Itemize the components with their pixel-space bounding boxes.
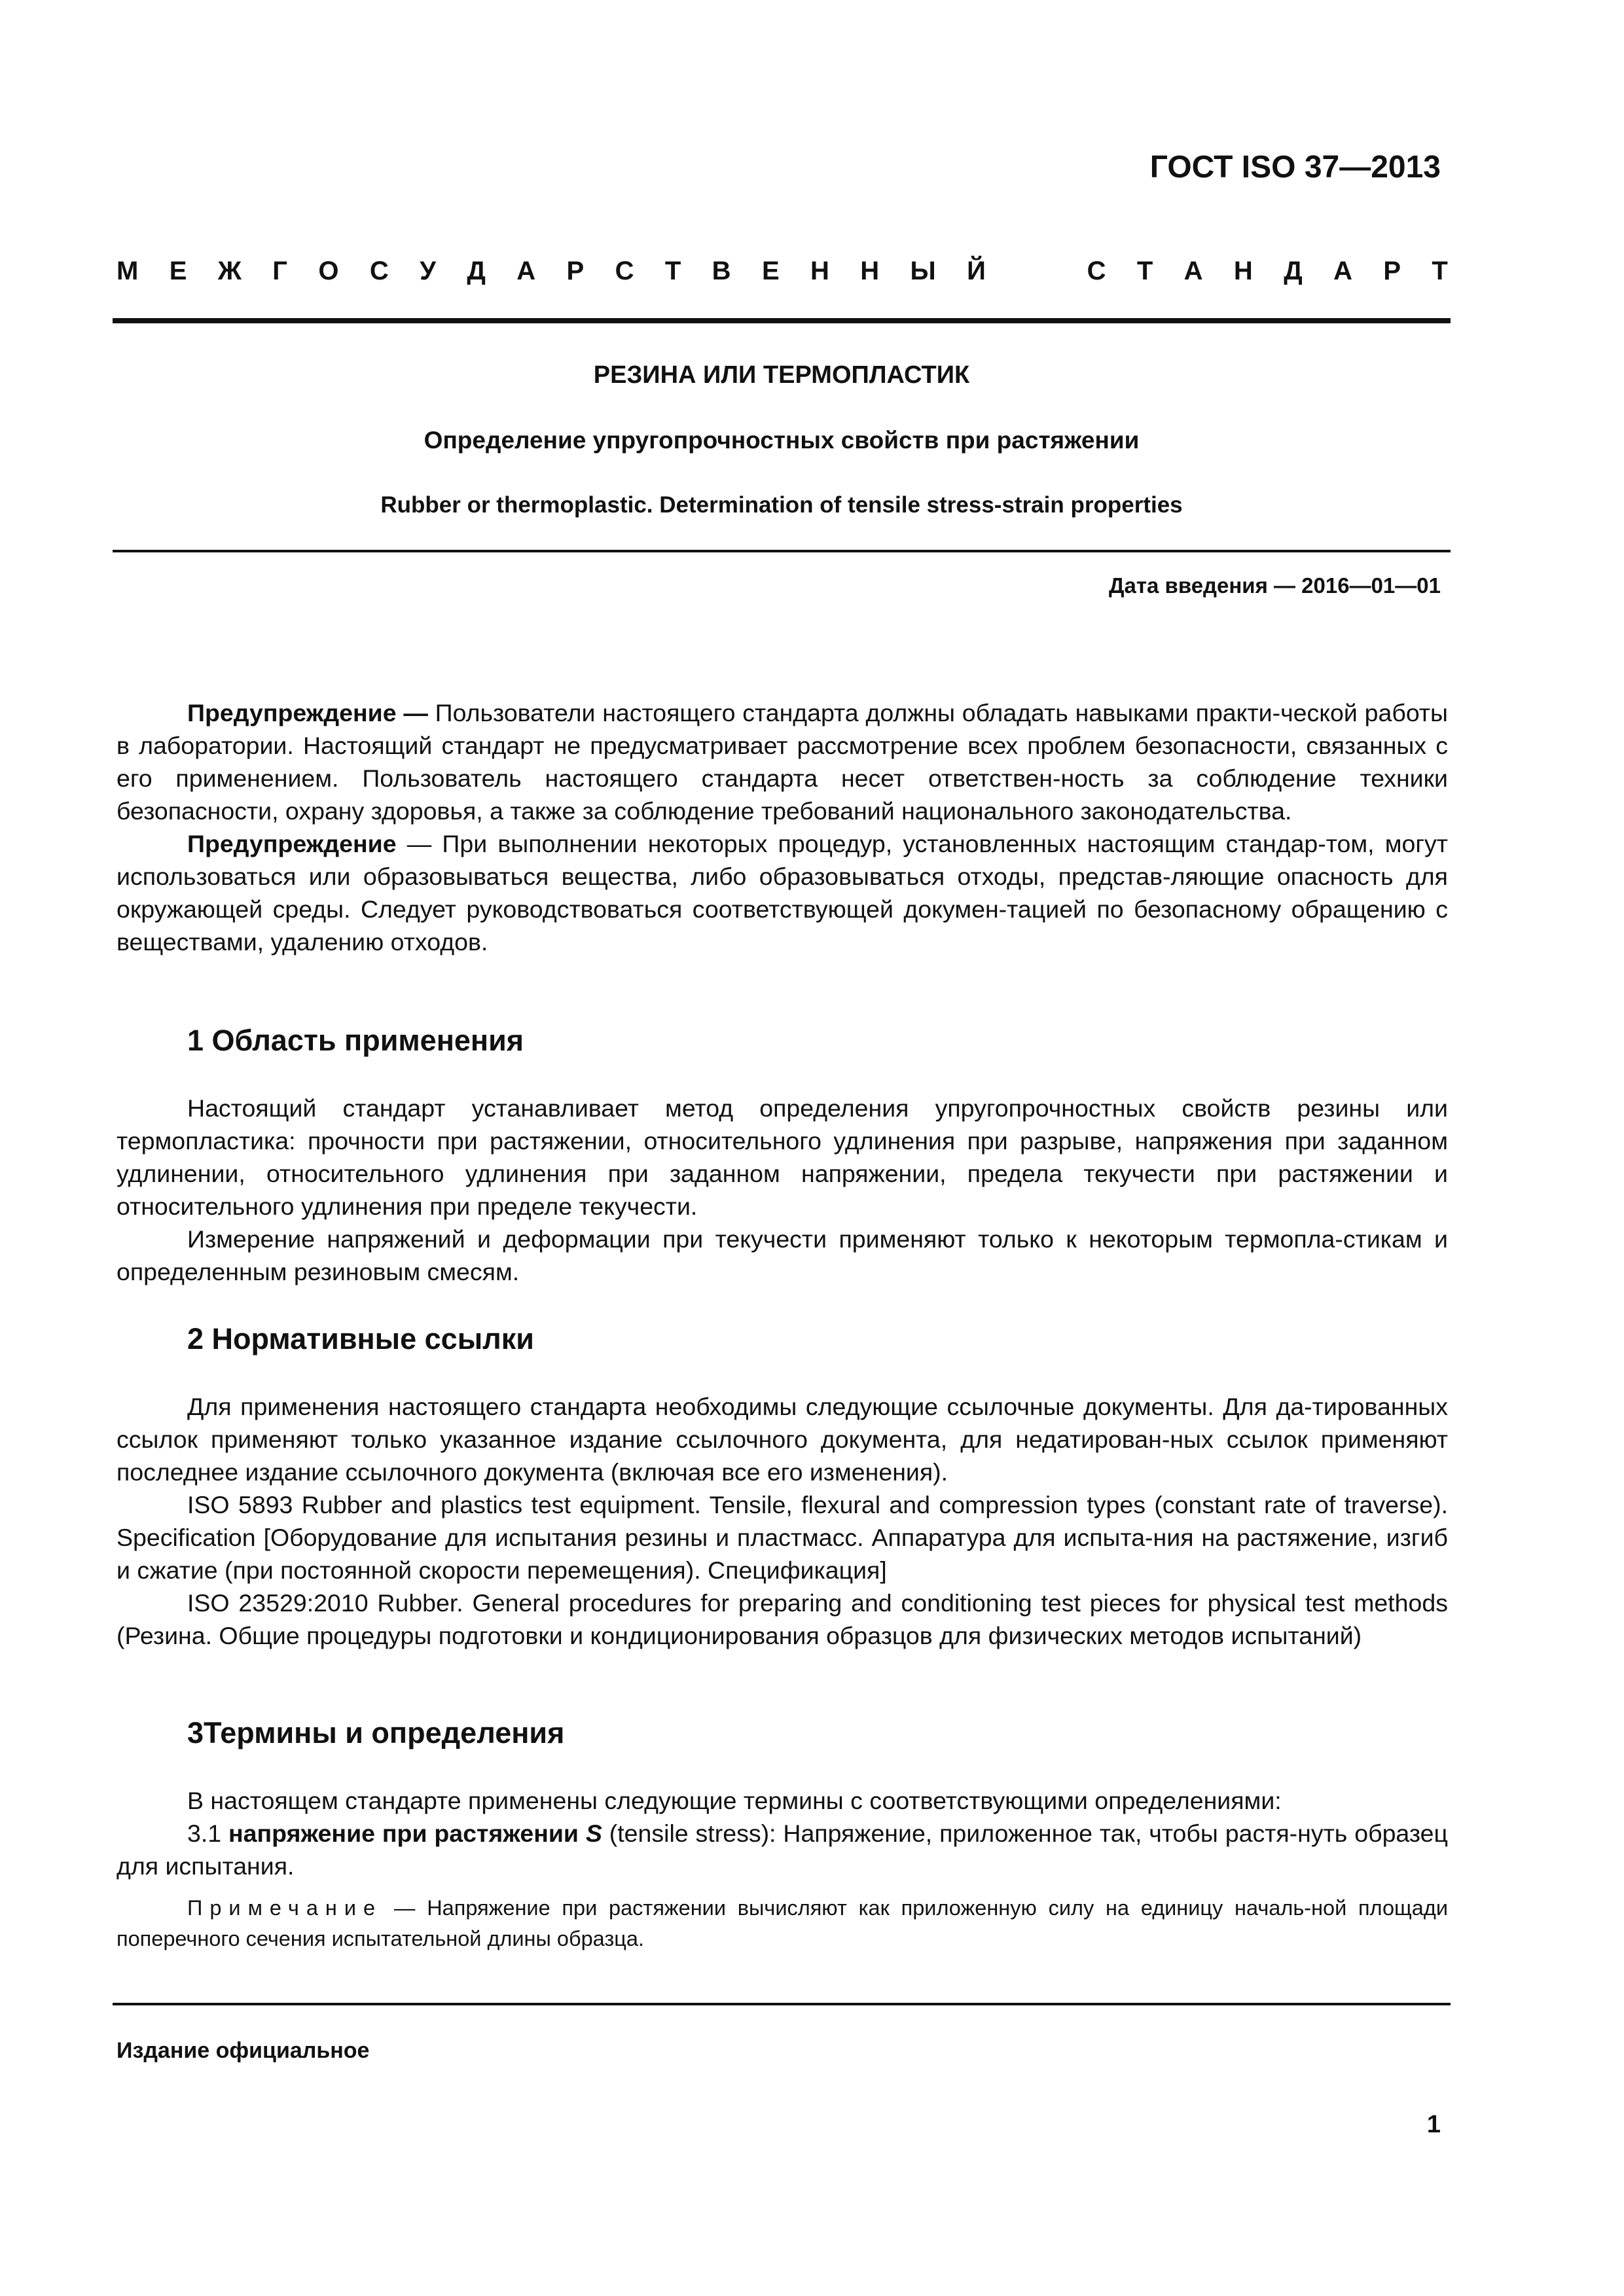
banner-letter: Е xyxy=(169,257,187,285)
section-2-heading: 2 Нормативные ссылки xyxy=(187,1322,534,1355)
banner-letter: Т xyxy=(1136,257,1153,285)
document-english-title: Rubber or thermoplastic. Determination of tensile stress-strain properties xyxy=(380,492,1183,518)
warning-label: Предупреждение — xyxy=(187,699,428,726)
banner-letter: В xyxy=(712,257,731,285)
section-1-paragraph: Настоящий стандарт устанавливает метод определения упругопрочностных свойств резины или термопластика: прочности при растяжении, относительного удлинения при разрыве, напряжения при заданном удлинении, относительного удлинения при заданном напряжении, предела текучести при растяжении и относительного удлинения при пределе текучести. xyxy=(117,1094,1448,1220)
official-edition-label: Издание официальное xyxy=(117,2038,370,2063)
reference-iso-23529: ISO 23529:2010 Rubber. General procedures for preparing and conditioning test pieces for physical test methods (Резина. Общие процедуры подготовки и кондиционирования образцов для физических методов испытаний) xyxy=(117,1589,1448,1649)
banner-letter: Н xyxy=(810,257,829,285)
banner-letter: Ы xyxy=(910,257,936,285)
banner-letter: О xyxy=(318,257,339,285)
warning-text: — При выполнении некоторых процедур, установленных настоящим стандар-том, могут использоваться или образовываться вещества, либо образовываться отходы, представ-ляющие опасность для окружающей среды. Следует руководствоваться соответствующей докумен-тацией по безопасному обращению с веществами, удалению отходов. xyxy=(117,830,1448,956)
section-1-paragraph: Измерение напряжений и деформации при текучести применяют только к некоторым термопла-стикам и определенным резиновым смесям. xyxy=(117,1225,1448,1285)
banner-letter: А xyxy=(516,257,536,285)
note-text: — Напряжение при растяжении вычисляют как приложенную силу на единицу началь-ной площади поперечного сечения испытательной длины образца. xyxy=(117,1896,1448,1950)
banner-letter: Д xyxy=(467,257,486,285)
document-title: РЕЗИНА ИЛИ ТЕРМОПЛАСТИК xyxy=(593,361,970,389)
banner-letter: Н xyxy=(1233,257,1253,285)
introduction-date: Дата введения — 2016—01—01 xyxy=(1109,573,1441,598)
reference-iso-5893: ISO 5893 Rubber and plastics test equipment. Tensile, flexural and compression types (constant rate of traverse). Specification [Оборудование для испытания резины и пластмасс. Аппаратура для испыта-ния на растяжение, изгиб и сжатие (при постоянной скорости перемещения). Спецификация] xyxy=(117,1491,1448,1584)
section-3-heading: 3Термины и определения xyxy=(187,1716,565,1749)
section-2-body xyxy=(117,1390,1448,1652)
banner-letter: Р xyxy=(566,257,585,285)
header-divider xyxy=(113,318,1451,323)
section-1-body xyxy=(117,1092,1448,1288)
warning-text: Пользователи настоящего стандарта должны обладать навыками практи-ческой работы в лаборатории. Настоящий стандарт не предусматривает рассмотрение всех проблем безопасности, связанных с его применением. Пользователь настоящего стандарта несет ответствен-ность за соблюдение техники безопасности, охрану здоровья, а также за соблюдение требований национального законодательства. xyxy=(117,699,1449,825)
section-2-paragraph: Для применения настоящего стандарта необходимы следующие ссылочные документы. Для да-тированных ссылок применяют только указанное издание ссылочного документа, для недатирован-ных ссылок применяют последнее издание ссылочного документа (включая все его изменения). xyxy=(117,1393,1448,1486)
banner-letter: С xyxy=(615,257,634,285)
term-definition: (tensile stress): Напряжение, приложенное так, чтобы растя-нуть образец для испытания. xyxy=(117,1820,1448,1880)
interstate-standard-banner xyxy=(117,257,1448,286)
banner-letter: Р xyxy=(1383,257,1401,285)
term-note xyxy=(117,1893,1448,1954)
warnings-block xyxy=(117,696,1448,958)
section-1-heading: 1 Область применения xyxy=(187,1024,524,1057)
warning-paragraph-1 xyxy=(117,696,1448,827)
section-3-intro: В настоящем стандарте применены следующие термины с соответствующими определениями: xyxy=(187,1787,1282,1814)
term-symbol: S xyxy=(585,1820,602,1847)
banner-letter: Е xyxy=(761,257,780,285)
banner-letter: С xyxy=(1087,257,1106,285)
banner-word-gap xyxy=(1017,257,1056,286)
term-number: 3.1 xyxy=(187,1820,229,1847)
banner-letter: Н xyxy=(860,257,880,285)
banner-letter: А xyxy=(1333,257,1352,285)
note-label: Примечание xyxy=(187,1896,383,1920)
warning-label: Предупреждение xyxy=(187,830,397,857)
term-3-1 xyxy=(117,1817,1448,1882)
banner-letter: Г xyxy=(272,257,287,285)
document-code: ГОСТ ISO 37—2013 xyxy=(1149,150,1441,185)
title-divider xyxy=(113,550,1451,552)
banner-letter: С xyxy=(369,257,389,285)
banner-letter: М xyxy=(117,257,139,285)
page-number: 1 xyxy=(1426,2111,1441,2138)
section-3-body xyxy=(117,1784,1448,1882)
note-paragraph xyxy=(117,1893,1448,1954)
banner-letter: Ж xyxy=(217,257,242,285)
banner-letter: Т xyxy=(1432,257,1448,285)
banner-letter: Т xyxy=(664,257,681,285)
warning-paragraph-2 xyxy=(117,827,1448,958)
banner-letter: Д xyxy=(1284,257,1303,285)
banner-letter: Й xyxy=(967,257,986,285)
document-subtitle: Определение упругопрочностных свойств при растяжении xyxy=(424,427,1140,454)
banner-letter: У xyxy=(420,257,437,285)
banner-letter: А xyxy=(1183,257,1203,285)
footer-divider xyxy=(113,2003,1451,2005)
term-name: напряжение при растяжении xyxy=(228,1820,586,1847)
